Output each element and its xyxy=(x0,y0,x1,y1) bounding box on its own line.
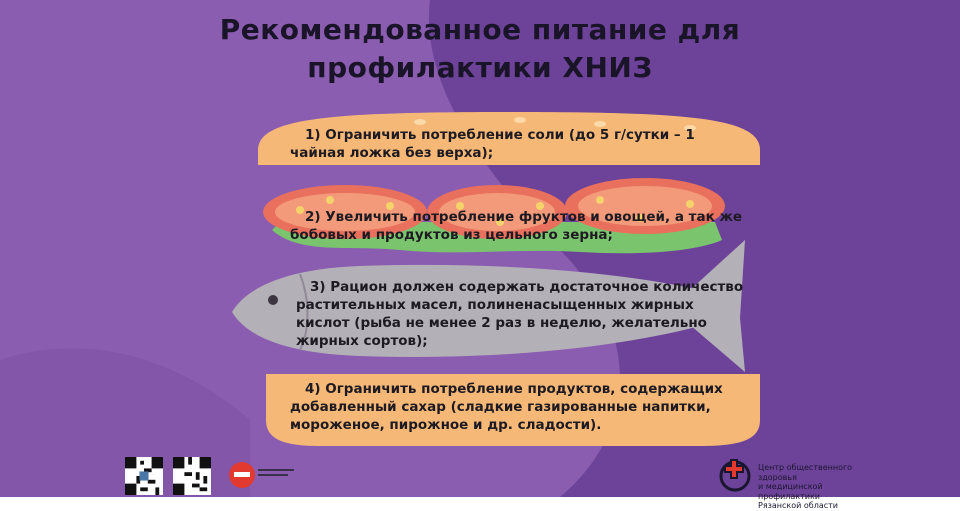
item-4-line1: 4) Ограничить потребление продуктов, содержащих xyxy=(305,381,723,397)
item-2-line2: бобовых и продуктов из цельного зерна; xyxy=(290,227,613,243)
item-1-line1: 1) Ограничить потребление соли (до 5 г/сутки – 1 xyxy=(305,127,695,143)
organization-logo-icon xyxy=(715,456,755,492)
page-title-line1: Рекомендованное питание для xyxy=(219,13,741,46)
item-1-line2: чайная ложка без верха); xyxy=(290,145,494,161)
qr-code-icon xyxy=(125,457,163,495)
qr-code-2[interactable] xyxy=(173,457,211,495)
organization-name-line3: Рязанской области xyxy=(758,501,838,510)
organization-name-line1: Центр общественного здоровья xyxy=(758,463,853,482)
page-title-line2: профилактики ХНИЗ xyxy=(307,51,653,84)
item-3-line1: 3) Рацион должен содержать достаточное количество xyxy=(310,279,744,295)
item-3-line4: жирных сортов); xyxy=(296,333,428,349)
item-3-line2: растительных масел, полиненасыщенных жирных xyxy=(296,297,694,313)
item-3-line3: кислот (рыба не менее 2 раз в неделю, желательно xyxy=(296,315,707,331)
item-4-line2: добавленный сахар (сладкие газированные напитки, xyxy=(290,399,711,415)
organization-name xyxy=(758,463,878,511)
organization-name-line2: и медицинской профилактики xyxy=(758,482,823,501)
qr-code-vk[interactable] xyxy=(125,457,163,495)
item-4-line3: мороженое, пирожное и др. сладости). xyxy=(290,417,602,433)
campaign-logo xyxy=(228,458,300,492)
item-2-line1: 2) Увеличить потребление фруктов и овощей, а так же xyxy=(305,209,743,225)
qr-code-icon xyxy=(173,457,211,495)
